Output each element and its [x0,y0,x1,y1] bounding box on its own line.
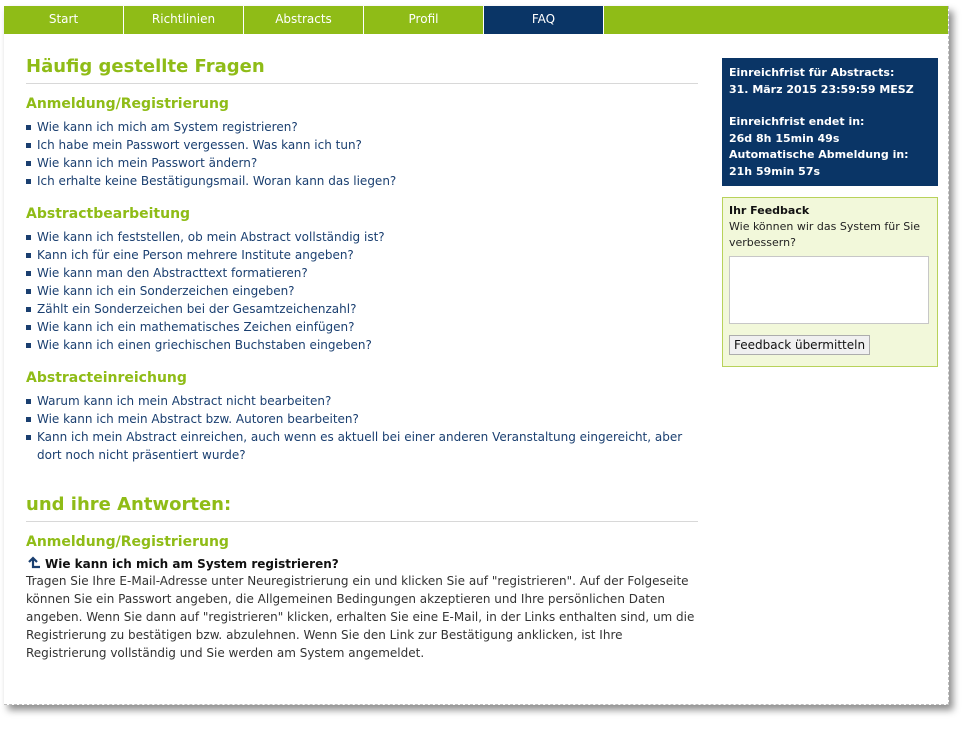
nav-profil[interactable]: Profil [364,6,484,34]
nav-richtlinien[interactable]: Richtlinien [124,6,244,34]
answer-question [26,556,698,571]
faq-link[interactable]: Wie kann ich ein mathematisches Zeichen einfügen? [26,318,698,336]
faq-link[interactable]: Zählt ein Sonderzeichen bei der Gesamtzeichenzahl? [26,300,698,318]
feedback-textarea[interactable] [729,256,929,324]
faq-link[interactable]: Wie kann man den Abstracttext formatieren? [26,264,698,282]
browser-page [4,6,949,705]
answer-text: Tragen Sie Ihre E-Mail-Adresse unter Neuregistrierung ein und klicken Sie auf "registrieren". Auf der Folgeseite können Sie ein Passwort angeben, die Allgemeinen Bedingungen akzeptieren und Ihre persönlichen Daten angeben. Wenn Sie dann auf "registrieren" klicken, erhalten Sie eine E-Mail, in der Links enthalten sind, um die Registrierung zu bestätigen bzw. abzulehnen. Wenn Sie den Link zur Bestätigung anklicken, ist Ihre Registrierung vollständig und Sie werden am System angemeldet. [26,574,695,660]
answers-title: und ihre Antworten: [26,494,698,522]
faq-link[interactable]: Wie kann ich mein Passwort ändern? [26,154,698,172]
section-heading-registration: Anmeldung/Registrierung [26,96,229,112]
feedback-title: Ihr Feedback [729,204,810,217]
nav-faq[interactable]: FAQ [484,6,604,34]
faq-link[interactable]: Wie kann ich ein Sonderzeichen eingeben? [26,282,698,300]
faq-link[interactable]: Wie kann ich mich am System registrieren? [26,118,698,136]
question-list-editing [26,228,698,354]
feedback-description: Wie können wir das System für Sie verbessern? [729,220,921,249]
question-list-submission [26,392,698,464]
faq-link[interactable]: Ich erhalte keine Bestätigungsmail. Woran kann das liegen? [26,172,698,190]
faq-link[interactable]: Warum kann ich mein Abstract nicht bearbeiten? [26,392,698,410]
faq-title: Häufig gestellte Fragen [26,56,698,84]
deadline-box [722,58,938,186]
answer-question-text: Wie kann ich mich am System registrieren? [45,556,339,571]
faq-content [26,56,698,662]
feedback-box [722,197,938,367]
back-to-top-arrow-icon[interactable] [26,556,41,571]
deadline-label: Einreichfrist für Abstracts: [729,66,895,79]
answers-section-heading: Anmeldung/Registrierung [26,534,229,550]
faq-link[interactable]: Kann ich mein Abstract einreichen, auch wenn es aktuell bei einer anderen Veranstaltung eingereicht, aber dort noch nicht präsentiert wurde? [26,428,698,464]
nav-filler [604,6,948,34]
faq-link[interactable]: Kann ich für eine Person mehrere Institute angeben? [26,246,698,264]
question-list-registration [26,118,698,190]
logout-countdown: 21h 59min 57s [729,164,821,178]
faq-link[interactable]: Wie kann ich mein Abstract bzw. Autoren bearbeiten? [26,410,698,428]
faq-link[interactable]: Wie kann ich einen griechischen Buchstaben eingeben? [26,336,698,354]
nav-abstracts[interactable]: Abstracts [244,6,364,34]
main-navigation [4,6,948,34]
nav-start[interactable]: Start [4,6,124,34]
deadline-ends-label: Einreichfrist endet in: [729,115,865,128]
deadline-countdown: 26d 8h 15min 49s [729,131,840,145]
deadline-date: 31. März 2015 23:59:59 MESZ [729,82,914,96]
faq-link[interactable]: Wie kann ich feststellen, ob mein Abstract vollständig ist? [26,228,698,246]
feedback-submit-button[interactable]: Feedback übermitteln [729,335,870,355]
faq-link[interactable]: Ich habe mein Passwort vergessen. Was kann ich tun? [26,136,698,154]
section-heading-submission: Abstracteinreichung [26,370,187,386]
logout-label: Automatische Abmeldung in: [729,148,909,161]
section-heading-editing: Abstractbearbeitung [26,206,191,222]
